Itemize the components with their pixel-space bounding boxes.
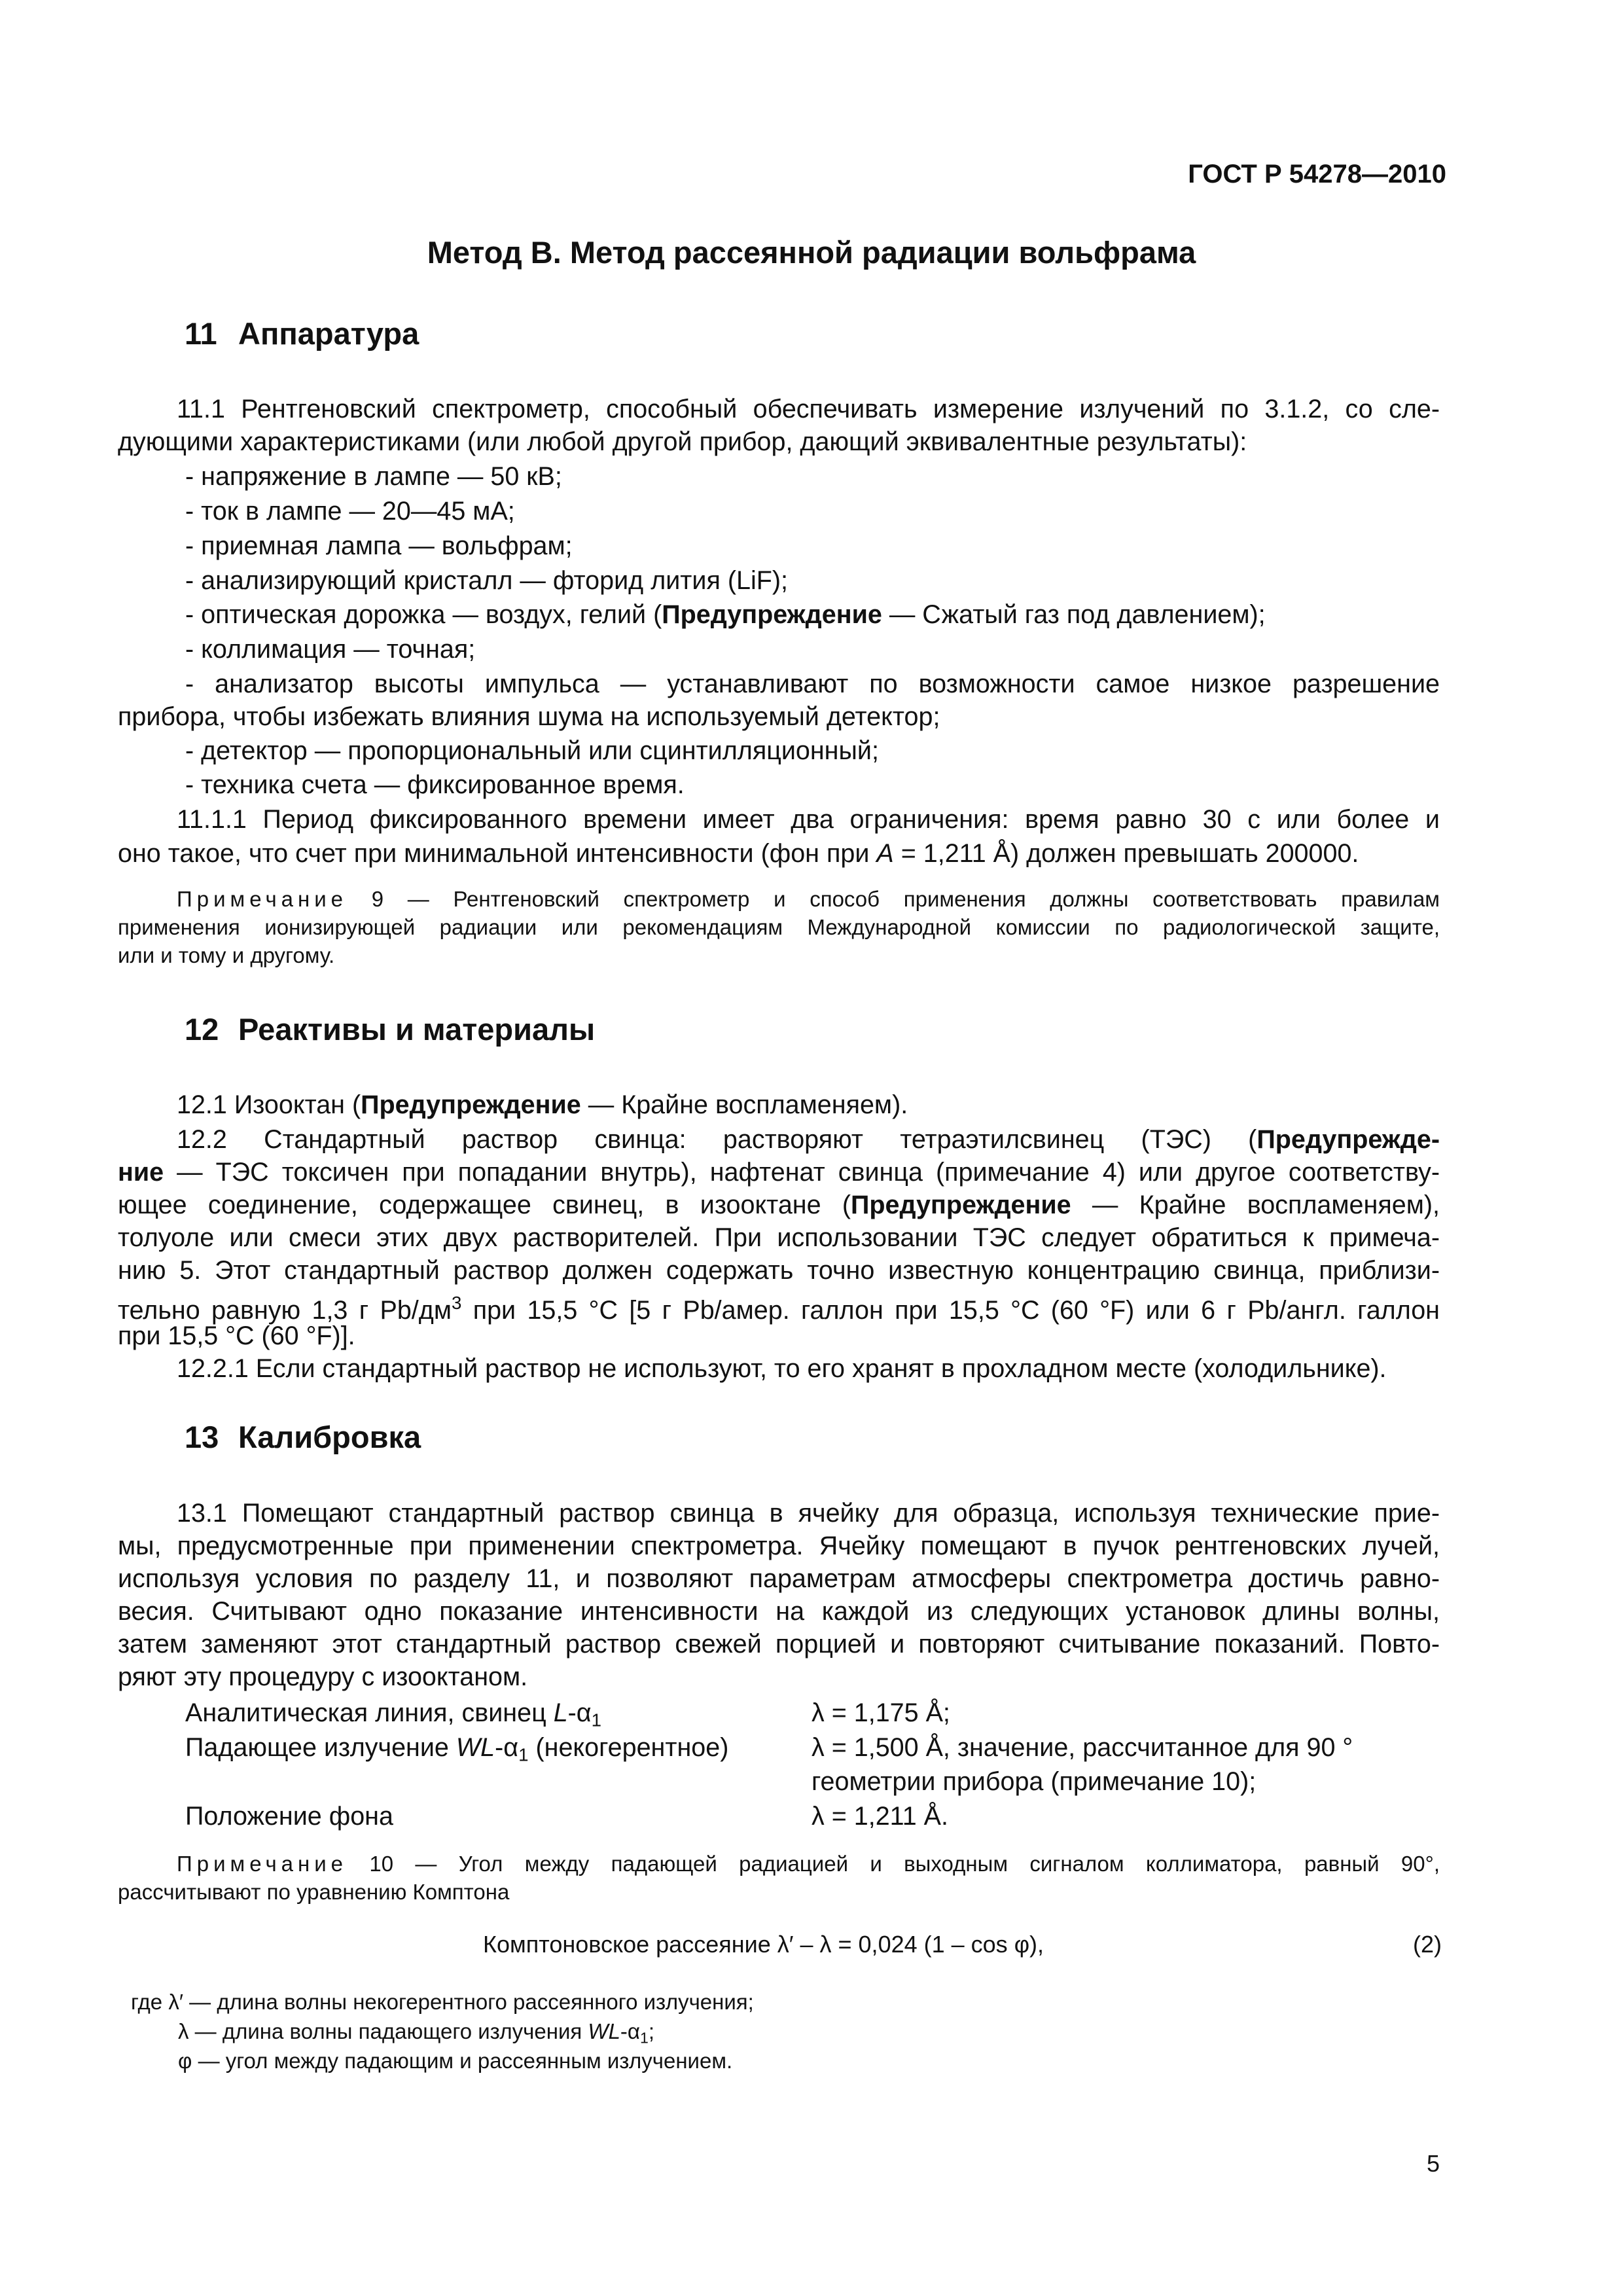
- paragraph-12-1: 12.1 Изооктан (Предупреждение — Крайне воспламеняем).: [177, 1090, 908, 1119]
- wavelength-value-continuation: геометрии прибора (примечание 10);: [812, 1767, 1257, 1796]
- paragraph-12-2-line: толуоле или смеси этих двух растворителей. При использовании ТЭС следует обратиться к примеча-: [118, 1223, 1440, 1252]
- wavelength-value: λ = 1,175 Å;: [812, 1698, 950, 1727]
- note-9-line: применения ионизирующей радиации или рекомендациям Международной комиссии по радиологической защите,: [118, 915, 1440, 939]
- wavelength-value: λ = 1,500 Å, значение, рассчитанное для 90 °: [812, 1733, 1353, 1762]
- note-10-line: Примечание 10 — Угол между падающей радиацией и выходным сигналом коллиматора, равный 90°,: [177, 1852, 1440, 1876]
- standard-code: ГОСТ Р 54278—2010: [1188, 160, 1446, 188]
- warning-label: Предупреждение: [662, 600, 882, 629]
- equation-number: (2): [1413, 1931, 1442, 1958]
- page-number: 5: [1426, 2150, 1440, 2177]
- list-item: - детектор — пропорциональный или сцинтилляционный;: [185, 736, 879, 765]
- list-item: - приемная лампа — вольфрам;: [185, 531, 573, 560]
- list-item: - техника счета — фиксированное время.: [185, 770, 685, 799]
- where-line: φ — угол между падающим и рассеянным излучением.: [178, 2049, 733, 2073]
- paragraph-12-2-1: 12.2.1 Если стандартный раствор не используют, то его хранят в прохладном месте (холодильнике).: [177, 1354, 1387, 1383]
- section-number: 13: [185, 1420, 219, 1454]
- compton-formula: Комптоновское рассеяние λ′ – λ = 0,024 (1 – cos φ),: [483, 1931, 1044, 1958]
- where-line: λ — длина волны падающего излучения $WL-\alpha_1$;: [178, 2019, 655, 2047]
- paragraph-12-2-line: нию 5. Этот стандартный раствор должен содержать точно известную концентрацию свинца, приблизи-: [118, 1256, 1440, 1285]
- where-line: где λ′ — длина волны некогерентного рассеянного излучения;: [131, 1990, 754, 2014]
- wavelength-value: λ = 1,211 Å.: [812, 1802, 948, 1831]
- section-11-heading: [185, 315, 419, 351]
- paragraph-13-1-line: используя условия по разделу 11, и позволяют параметрам атмосферы спектрометра достичь равно-: [118, 1564, 1440, 1593]
- section-number: 11: [185, 316, 217, 351]
- section-title: Калибровка: [238, 1420, 421, 1454]
- wavelength-label: Аналитическая линия, свинец $L-\alpha_1$: [185, 1698, 602, 1731]
- list-item: - оптическая дорожка — воздух, гелий (Предупреждение — Сжатый газ под давлением);: [185, 600, 1266, 629]
- paragraph-12-2-line: 12.2 Стандартный раствор свинца: растворяют тетраэтилсвинец (ТЭС) (Предупрежде-: [177, 1125, 1440, 1154]
- paragraph-12-2-line: ющее соединение, содержащее свинец, в изооктане (Предупреждение — Крайне воспламеняем),: [118, 1191, 1440, 1219]
- note-10-line: рассчитывают по уравнению Комптона: [118, 1880, 510, 1904]
- paragraph-11-1-line: 11.1 Рентгеновский спектрометр, способный обеспечивать измерение излучений по 3.1.2, со сле-: [177, 395, 1440, 423]
- paragraph-13-1-line: весия. Считывают одно показание интенсивности на каждой из следующих установок длины волны,: [118, 1597, 1440, 1626]
- paragraph-12-2-line: ние — ТЭС токсичен при попадании внутрь), нафтенат свинца (примечание 4) или другое соответству-: [118, 1158, 1440, 1187]
- method-title: Метод В. Метод рассеянной радиации вольфрама: [427, 235, 1196, 270]
- note-9-line: Примечание 9 — Рентгеновский спектрометр и способ применения должны соответствовать правилам: [177, 887, 1440, 911]
- list-item: - напряжение в лампе — 50 кВ;: [185, 462, 562, 491]
- paragraph-13-1-line: ряют эту процедуру с изооктаном.: [118, 1662, 528, 1691]
- note-label: Примечание: [177, 887, 348, 911]
- list-item: - анализатор высоты импульса — устанавливают по возможности самое низкое разрешение: [185, 670, 1440, 698]
- paragraph-11-1-1-line: 11.1.1 Период фиксированного времени имеет два ограничения: время равно 30 с или более и: [177, 805, 1440, 834]
- warning-label: Предупрежде-: [1257, 1125, 1440, 1154]
- note-9-line: или и тому и другому.: [118, 943, 335, 967]
- section-12-heading: [185, 1011, 595, 1047]
- section-number: 12: [185, 1012, 219, 1047]
- list-item-continuation: прибора, чтобы избежать влияния шума на используемый детектор;: [118, 702, 940, 731]
- paragraph-12-2-line: при 15,5 °С (60 °F)].: [118, 1321, 355, 1350]
- note-label: Примечание: [177, 1852, 348, 1876]
- section-13-heading: [185, 1419, 421, 1455]
- wavelength-label: Положение фона: [185, 1802, 393, 1831]
- warning-label: Предупреждение: [361, 1090, 581, 1119]
- list-item: - ток в лампе — 20—45 мА;: [185, 497, 515, 526]
- section-title: Аппаратура: [238, 316, 419, 351]
- section-title: Реактивы и материалы: [238, 1012, 596, 1047]
- paragraph-11-1-1-line: оно такое, что счет при минимальной интенсивности (фон при A = 1,211 Å) должен превышать 200000.: [118, 839, 1359, 868]
- warning-label: Предупреждение: [851, 1191, 1071, 1219]
- paragraph-12-2-line: тельно равную 1,3 г $Pb/дм^3$ при 15,5 °С [5 г Pb/амер. галлон при 15,5 °С (60 °F) или 6 г Pb/англ. галлон: [118, 1293, 1440, 1325]
- paragraph-13-1-line: 13.1 Помещают стандартный раствор свинца в ячейку для образца, используя технические прие-: [177, 1499, 1440, 1528]
- paragraph-11-1-line: дующими характеристиками (или любой другой прибор, дающий эквивалентные результаты):: [118, 427, 1247, 456]
- list-item: - анализирующий кристалл — фторид лития (LiF);: [185, 566, 788, 595]
- wavelength-label: Падающее излучение $WL-\alpha_1$ (некогерентное): [185, 1733, 729, 1765]
- paragraph-13-1-line: затем заменяют этот стандартный раствор свежей порцией и повторяют считывание показаний. Повто-: [118, 1630, 1440, 1659]
- list-item: - коллимация — точная;: [185, 635, 476, 664]
- paragraph-13-1-line: мы, предусмотренные при применении спектрометра. Ячейку помещают в пучок рентгеновских лучей,: [118, 1532, 1440, 1560]
